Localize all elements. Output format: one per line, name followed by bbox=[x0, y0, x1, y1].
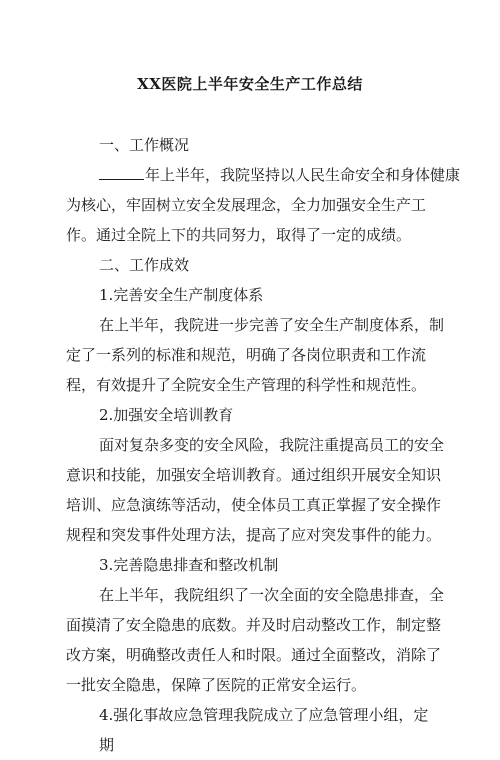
paragraph-line: 一批安全隐患，保障了医院的正常安全运行。 bbox=[66, 676, 367, 694]
paragraph-line: 在上半年，我院组织了一次全面的安全隐患排查，全 bbox=[99, 586, 445, 604]
section-heading-overview: 一、工作概况 bbox=[99, 136, 190, 154]
paragraph-item-2 bbox=[66, 430, 445, 550]
paragraph-line: 在上半年，我院进一步完善了安全生产制度体系，制 bbox=[99, 316, 445, 334]
paragraph-line: 作。通过全院上下的共同努力，取得了一定的成绩。 bbox=[66, 226, 412, 244]
document-title: XX医院上半年安全生产工作总结 bbox=[137, 75, 363, 93]
title-spacer bbox=[99, 94, 434, 130]
paragraph-line: 面摸清了安全隐患的底数。并及时启动整改工作，制定整 bbox=[66, 616, 442, 634]
paragraph-item-1 bbox=[66, 310, 445, 400]
paragraph-line: 程，有效提升了全院安全生产管理的科学性和规范性。 bbox=[66, 376, 427, 394]
paragraph-item-3 bbox=[66, 580, 445, 700]
paragraph-line bbox=[99, 160, 461, 190]
paragraph-overview bbox=[66, 160, 461, 250]
item-heading-4: 4.强化事故应急管理我院成立了应急管理小组，定期 bbox=[99, 706, 429, 754]
paragraph-line: 意识和技能，加强安全培训教育。通过组织开展安全知识 bbox=[66, 466, 442, 484]
section-heading-results: 二、工作成效 bbox=[99, 256, 190, 274]
paragraph-line: 规程和突发事件处理方法，提高了应对突发事件的能力。 bbox=[66, 526, 442, 544]
paragraph-line-text: 年上半年，我院坚持以人民生命安全和身体健康 bbox=[145, 166, 461, 184]
paragraph-line: 改方案，明确整改责任人和时限。通过全面整改，消除了 bbox=[66, 646, 442, 664]
item-heading-1: 1.完善安全生产制度体系 bbox=[99, 286, 264, 304]
paragraph-line: 面对复杂多变的安全风险，我院注重提高员工的安全 bbox=[99, 436, 445, 454]
paragraph-line: 定了一系列的标准和规范，明确了各岗位职责和工作流 bbox=[66, 346, 427, 364]
paragraph-line: 培训、应急演练等活动，使全体员工真正掌握了安全操作 bbox=[66, 496, 442, 514]
fill-in-blank bbox=[99, 166, 144, 180]
item-heading-2: 2.加强安全培训教育 bbox=[99, 406, 234, 424]
item-heading-3: 3.完善隐患排查和整改机制 bbox=[99, 556, 279, 574]
paragraph-line: 为核心，牢固树立安全发展理念，全力加强安全生产工 bbox=[66, 196, 427, 214]
